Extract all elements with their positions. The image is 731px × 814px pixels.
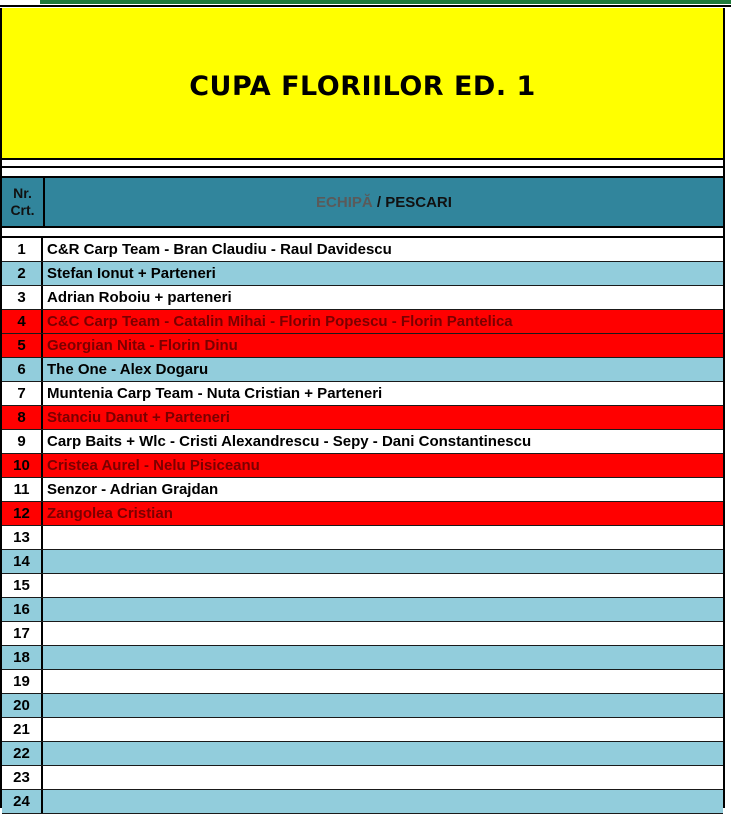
team-name-cell[interactable] xyxy=(43,766,723,789)
team-name-cell[interactable] xyxy=(43,718,723,741)
header-nr-crt[interactable] xyxy=(2,178,45,226)
table-row[interactable] xyxy=(2,382,723,406)
row-number-cell[interactable]: 9 xyxy=(2,430,43,453)
title-banner[interactable] xyxy=(2,8,723,160)
table-row[interactable] xyxy=(2,694,723,718)
row-number-cell[interactable]: 12 xyxy=(2,502,43,525)
team-name-cell[interactable]: Muntenia Carp Team - Nuta Cristian + Parteneri xyxy=(43,382,723,405)
row-number-cell[interactable]: 22 xyxy=(2,742,43,765)
row-number-cell[interactable]: 18 xyxy=(2,646,43,669)
table-row[interactable] xyxy=(2,598,723,622)
table-row[interactable] xyxy=(2,742,723,766)
team-name-cell[interactable]: Carp Baits + Wlc - Cristi Alexandrescu - Sepy - Dani Constantinescu xyxy=(43,430,723,453)
team-name-cell[interactable] xyxy=(43,526,723,549)
row-number-cell[interactable]: 16 xyxy=(2,598,43,621)
team-name-cell[interactable]: Zangolea Cristian xyxy=(43,502,723,525)
row-number-cell[interactable]: 6 xyxy=(2,358,43,381)
team-name-cell[interactable]: Stanciu Danut + Parteneri xyxy=(43,406,723,429)
spacer-row xyxy=(2,160,723,168)
team-name-cell[interactable] xyxy=(43,790,723,813)
table-row[interactable] xyxy=(2,358,723,382)
table-row[interactable] xyxy=(2,238,723,262)
header-nr-line2: Crt. xyxy=(10,202,35,218)
spacer-row-2 xyxy=(2,228,723,238)
table-row[interactable] xyxy=(2,574,723,598)
team-name-cell[interactable]: C&R Carp Team - Bran Claudiu - Raul Davidescu xyxy=(43,238,723,261)
row-number-cell[interactable]: 24 xyxy=(2,790,43,813)
team-name-cell[interactable]: Adrian Roboiu + parteneri xyxy=(43,286,723,309)
row-number-cell[interactable]: 1 xyxy=(2,238,43,261)
table-header xyxy=(2,176,723,228)
team-name-cell[interactable] xyxy=(43,574,723,597)
table-row[interactable] xyxy=(2,310,723,334)
row-number-cell[interactable]: 8 xyxy=(2,406,43,429)
row-number-cell[interactable]: 5 xyxy=(2,334,43,357)
team-name-cell[interactable]: The One - Alex Dogaru xyxy=(43,358,723,381)
row-number-cell[interactable]: 17 xyxy=(2,622,43,645)
row-number-cell[interactable]: 2 xyxy=(2,262,43,285)
table-row[interactable] xyxy=(2,430,723,454)
row-number-cell[interactable]: 13 xyxy=(2,526,43,549)
row-number-cell[interactable]: 10 xyxy=(2,454,43,477)
row-number-cell[interactable]: 11 xyxy=(2,478,43,501)
table-body xyxy=(2,238,723,814)
table-row[interactable] xyxy=(2,766,723,790)
header-echipa: ECHIPĂ xyxy=(316,193,373,211)
top-border-line xyxy=(0,5,731,7)
table-row[interactable] xyxy=(2,454,723,478)
row-number-cell[interactable]: 14 xyxy=(2,550,43,573)
team-name-cell[interactable]: Senzor - Adrian Grajdan xyxy=(43,478,723,501)
table-row[interactable] xyxy=(2,262,723,286)
table-row[interactable] xyxy=(2,718,723,742)
team-name-cell[interactable] xyxy=(43,646,723,669)
row-number-cell[interactable]: 20 xyxy=(2,694,43,717)
header-nr-line1: Nr. xyxy=(13,185,32,201)
team-name-cell[interactable] xyxy=(43,694,723,717)
table-row[interactable] xyxy=(2,502,723,526)
team-name-cell[interactable] xyxy=(43,550,723,573)
header-pescari: PESCARI xyxy=(385,193,452,211)
header-team-fishers[interactable] xyxy=(45,178,723,226)
row-number-cell[interactable]: 7 xyxy=(2,382,43,405)
table-row[interactable] xyxy=(2,334,723,358)
top-strip xyxy=(0,0,731,8)
table-row[interactable] xyxy=(2,646,723,670)
row-number-cell[interactable]: 15 xyxy=(2,574,43,597)
row-number-cell[interactable]: 3 xyxy=(2,286,43,309)
team-name-cell[interactable]: C&C Carp Team - Catalin Mihai - Florin Popescu - Florin Pantelica xyxy=(43,310,723,333)
table-row[interactable] xyxy=(2,622,723,646)
team-name-cell[interactable]: Cristea Aurel - Nelu Pisiceanu xyxy=(43,454,723,477)
team-name-cell[interactable] xyxy=(43,670,723,693)
table-row[interactable] xyxy=(2,670,723,694)
table-row[interactable] xyxy=(2,526,723,550)
team-name-cell[interactable] xyxy=(43,598,723,621)
header-separator: / xyxy=(372,193,386,211)
table-row[interactable] xyxy=(2,790,723,814)
team-name-cell[interactable]: Stefan Ionut + Parteneri xyxy=(43,262,723,285)
team-name-cell[interactable]: Georgian Nita - Florin Dinu xyxy=(43,334,723,357)
table-row[interactable] xyxy=(2,286,723,310)
table-row[interactable] xyxy=(2,550,723,574)
table-row[interactable] xyxy=(2,478,723,502)
top-green-line xyxy=(40,0,731,4)
page-title: CUPA FLORIILOR ED. 1 xyxy=(189,70,536,102)
row-number-cell[interactable]: 4 xyxy=(2,310,43,333)
team-name-cell[interactable] xyxy=(43,742,723,765)
row-number-cell[interactable]: 19 xyxy=(2,670,43,693)
row-number-cell[interactable]: 23 xyxy=(2,766,43,789)
team-name-cell[interactable] xyxy=(43,622,723,645)
row-number-cell[interactable]: 21 xyxy=(2,718,43,741)
table-row[interactable] xyxy=(2,406,723,430)
spreadsheet xyxy=(0,8,725,808)
